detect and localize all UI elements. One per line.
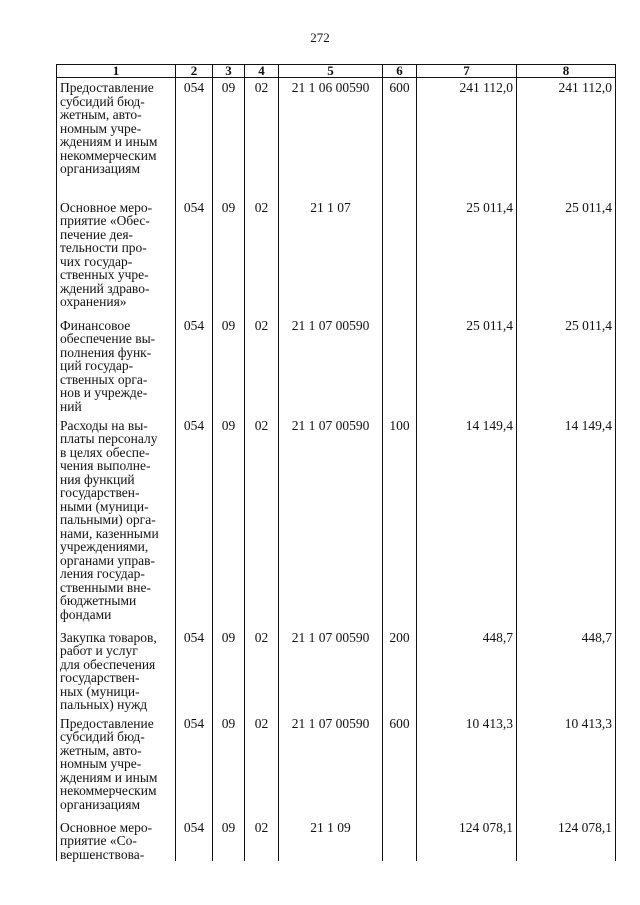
subsection-code-cell	[245, 78, 279, 198]
row-label: Основное меро- приятие «Обес- печение дея- тельности про- чих государ- ственных учре- ждений здраво- охранения»	[60, 199, 153, 309]
expense-type-cell	[383, 818, 417, 862]
cell-value: 09	[221, 629, 236, 645]
column-header: 2	[176, 65, 213, 78]
cell-value: 02	[254, 417, 269, 433]
amount-cell	[517, 316, 616, 416]
amount-cell	[517, 628, 616, 714]
cell-value: 21 1 07 00590	[291, 629, 370, 645]
cell-value: 200	[389, 629, 410, 645]
section-code-cell	[213, 818, 245, 862]
cell-value: 02	[254, 715, 269, 731]
amount-cell	[517, 416, 616, 628]
row-name-cell	[57, 818, 176, 862]
cell-value: 10 413,3	[564, 715, 612, 731]
row-label: Финансовое обеспечение вы- полнения функ- ций государ- ственных орга- нов и учрежде- ний	[60, 317, 156, 414]
target-article-cell	[279, 316, 383, 416]
column-header: 5	[279, 65, 383, 78]
row-name-cell	[57, 416, 176, 628]
table-row	[57, 78, 616, 198]
amount-cell	[417, 628, 517, 714]
table-row	[57, 714, 616, 818]
table-header-row	[57, 65, 616, 78]
cell-value: 21 1 07 00590	[291, 317, 370, 333]
cell-value: 21 1 09	[310, 819, 351, 835]
ministry-code-cell	[176, 714, 213, 818]
expense-type-cell	[383, 316, 417, 416]
subsection-code-cell	[245, 818, 279, 862]
cell-value: 448,7	[482, 629, 513, 645]
cell-value: 21 1 07 00590	[291, 417, 370, 433]
page-number: 272	[310, 30, 330, 45]
expense-type-cell	[383, 78, 417, 198]
budget-table	[56, 64, 616, 861]
row-name-cell	[57, 316, 176, 416]
amount-cell	[417, 78, 517, 198]
cell-value: 25 011,4	[466, 317, 513, 333]
cell-value: 09	[221, 819, 236, 835]
section-code-cell	[213, 198, 245, 316]
amount-cell	[417, 416, 517, 628]
column-header: 3	[213, 65, 245, 78]
target-article-cell	[279, 628, 383, 714]
row-label: Закупка товаров, работ и услуг для обеспечения государствен- ных (муници- пальных) нужд	[60, 629, 157, 712]
section-code-cell	[213, 78, 245, 198]
cell-value: 25 011,4	[565, 199, 612, 215]
ministry-code-cell	[176, 628, 213, 714]
ministry-code-cell	[176, 316, 213, 416]
table-body	[57, 78, 616, 862]
expense-type-cell	[383, 628, 417, 714]
ministry-code-cell	[176, 416, 213, 628]
section-code-cell	[213, 628, 245, 714]
section-code-cell	[213, 416, 245, 628]
row-name-cell	[57, 198, 176, 316]
amount-cell	[517, 198, 616, 316]
row-label: Предоставление субсидий бюд- жетным, авто- номным учре- ждениям и иным некоммерческим организациям	[60, 80, 158, 176]
column-header: 6	[383, 65, 417, 78]
expense-type-cell	[383, 198, 417, 316]
cell-value: 054	[183, 80, 205, 95]
cell-value: 09	[221, 199, 236, 215]
cell-value: 241 112,0	[558, 80, 612, 95]
cell-value: 054	[183, 629, 205, 645]
amount-cell	[517, 714, 616, 818]
section-code-cell	[213, 316, 245, 416]
table-row	[57, 628, 616, 714]
cell-value: 09	[221, 417, 236, 433]
column-header: 1	[57, 65, 176, 78]
column-header: 8	[517, 65, 616, 78]
cell-value: 448,7	[581, 629, 612, 645]
cell-value: 09	[221, 317, 236, 333]
subsection-code-cell	[245, 628, 279, 714]
cell-value: 02	[254, 80, 269, 95]
row-name-cell	[57, 78, 176, 198]
cell-value: 600	[389, 80, 410, 95]
row-label: Предоставление субсидий бюд- жетным, авто- номным учре- ждениям и иным некоммерческим организациям	[60, 715, 158, 812]
cell-value: 600	[389, 715, 410, 731]
cell-value: 02	[254, 317, 269, 333]
cell-value: 054	[183, 715, 205, 731]
cell-value: 02	[254, 629, 269, 645]
expense-type-cell	[383, 416, 417, 628]
amount-cell	[517, 818, 616, 862]
cell-value: 054	[183, 819, 205, 835]
cell-value: 10 413,3	[465, 715, 513, 731]
ministry-code-cell	[176, 818, 213, 862]
section-code-cell	[213, 714, 245, 818]
amount-cell	[417, 818, 517, 862]
cell-value: 25 011,4	[565, 317, 612, 333]
column-header: 4	[245, 65, 279, 78]
row-name-cell	[57, 714, 176, 818]
cell-value: 09	[221, 715, 236, 731]
cell-value: 054	[183, 199, 205, 215]
table-row	[57, 818, 616, 862]
cell-value: 21 1 07 00590	[291, 715, 370, 731]
target-article-cell	[279, 78, 383, 198]
row-label: Расходы на вы- платы персоналу в целях обеспе- чения выполне- ния функций государствен- ными (муници- пальными) орга- нами, казенными учреждениями, органами управ- ления государ- ственными вне- бюджетными фондами	[60, 417, 159, 622]
amount-cell	[417, 316, 517, 416]
cell-value: 054	[183, 317, 205, 333]
subsection-code-cell	[245, 714, 279, 818]
expense-type-cell	[383, 714, 417, 818]
subsection-code-cell	[245, 198, 279, 316]
cell-value: 054	[183, 417, 205, 433]
cell-value: 124 078,1	[558, 819, 612, 835]
amount-cell	[517, 78, 616, 198]
ministry-code-cell	[176, 198, 213, 316]
target-article-cell	[279, 818, 383, 862]
row-label: Основное меро- приятие «Со- вершенствова-	[60, 819, 153, 862]
amount-cell	[417, 714, 517, 818]
cell-value: 21 1 07	[310, 199, 351, 215]
column-header: 7	[417, 65, 517, 78]
target-article-cell	[279, 416, 383, 628]
amount-cell	[417, 198, 517, 316]
target-article-cell	[279, 714, 383, 818]
cell-value: 09	[221, 80, 236, 95]
cell-value: 21 1 06 00590	[291, 80, 370, 95]
cell-value: 02	[254, 199, 269, 215]
table-row	[57, 198, 616, 316]
cell-value: 25 011,4	[466, 199, 513, 215]
ministry-code-cell	[176, 78, 213, 198]
subsection-code-cell	[245, 416, 279, 628]
target-article-cell	[279, 198, 383, 316]
cell-value: 14 149,4	[564, 417, 612, 433]
cell-value: 124 078,1	[459, 819, 513, 835]
table-row	[57, 316, 616, 416]
cell-value: 100	[389, 417, 410, 433]
subsection-code-cell	[245, 316, 279, 416]
row-name-cell	[57, 628, 176, 714]
table-row	[57, 416, 616, 628]
cell-value: 14 149,4	[465, 417, 513, 433]
cell-value: 02	[254, 819, 269, 835]
cell-value: 241 112,0	[459, 80, 513, 95]
